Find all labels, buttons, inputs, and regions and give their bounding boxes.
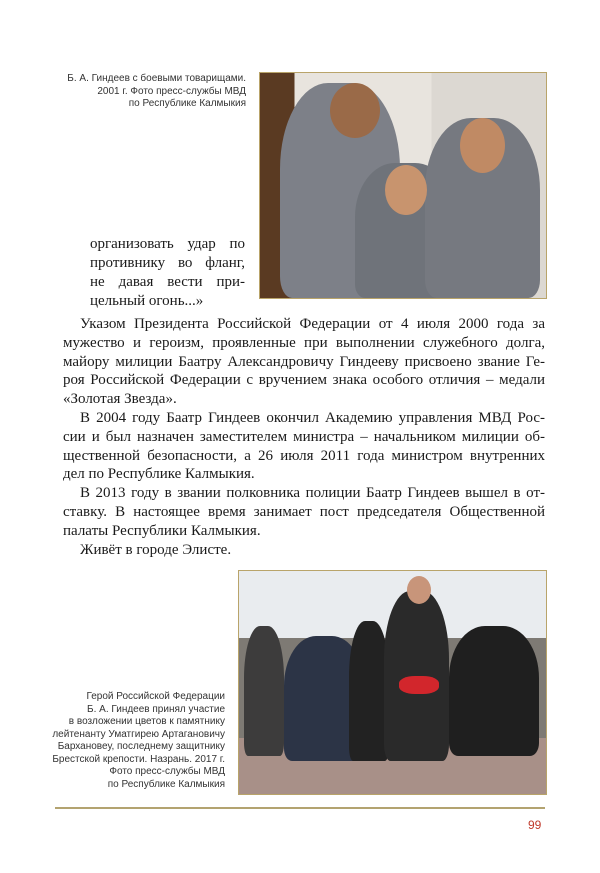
text-line: Живёт в городе Элисте. [80,542,232,558]
photo-caption-1 [60,73,246,111]
text-line: «Золотая Звезда». [63,391,177,407]
caption-line: по Республике Калмыкия [107,778,225,790]
text-line: дел по Республике Калмыкия. [63,466,255,482]
text-line: щественной безопасности, а 26 июля 2011 года министром внутренних [63,448,545,464]
caption-line: в возложении цветов к памятнику [68,716,225,727]
caption-line: Фото пресс-службы МВД [109,766,225,777]
caption-line: лейтенанту Уматгирею Артагановичу [52,728,225,740]
text-line: цельный огонь...» [90,293,204,309]
text-line: роя Российской Федерации с вручением знака особого отличия – медали [63,372,545,388]
caption-line: 2001 г. Фото пресс-службы МВД [97,85,246,97]
footer-rule [55,807,545,809]
text-line: В 2013 году в звании полковника полиции Баатр Гиндеев вышел в от- [80,485,545,501]
photo-memorial-ceremony [238,570,547,795]
text-line: противнику во фланг, [90,255,245,271]
caption-line: Б. А. Гиндеев принял участие [87,703,225,715]
caption-line: Бархановеу, последнему защитнику [57,741,225,752]
text-line: не давая вести при- [90,274,245,290]
text-line: организовать удар по [90,236,245,252]
text-line: сии и был назначен заместителем министра – начальником милиции об- [63,429,545,445]
text-line: мужество и героизм, проявленные при выполнении служебного долга, [63,335,545,351]
caption-line: по Республике Калмыкия [128,98,246,109]
caption-line: Брестской крепости. Назрань. 2017 г. [52,753,225,765]
caption-line: Герой Российской Федерации [86,691,225,702]
caption-line: Б. А. Гиндеев с боевыми товарищами. [67,73,246,84]
text-line: майору милиции Баатру Александровичу Гиндееву присвоено звание Ге- [63,354,545,370]
text-line: В 2004 году Баатр Гиндеев окончил Академию управления МВД Рос- [80,410,545,426]
text-line: Указом Президента Российской Федерации от 4 июля 2000 года за [80,316,545,332]
text-line: ставку. В настоящее время занимает пост председателя Общественной [63,504,545,520]
photo-caption-2 [50,691,225,791]
page-number: 99 [528,818,542,832]
text-line: палаты Республики Калмыкия. [63,523,261,539]
photo-comrades [259,72,547,299]
